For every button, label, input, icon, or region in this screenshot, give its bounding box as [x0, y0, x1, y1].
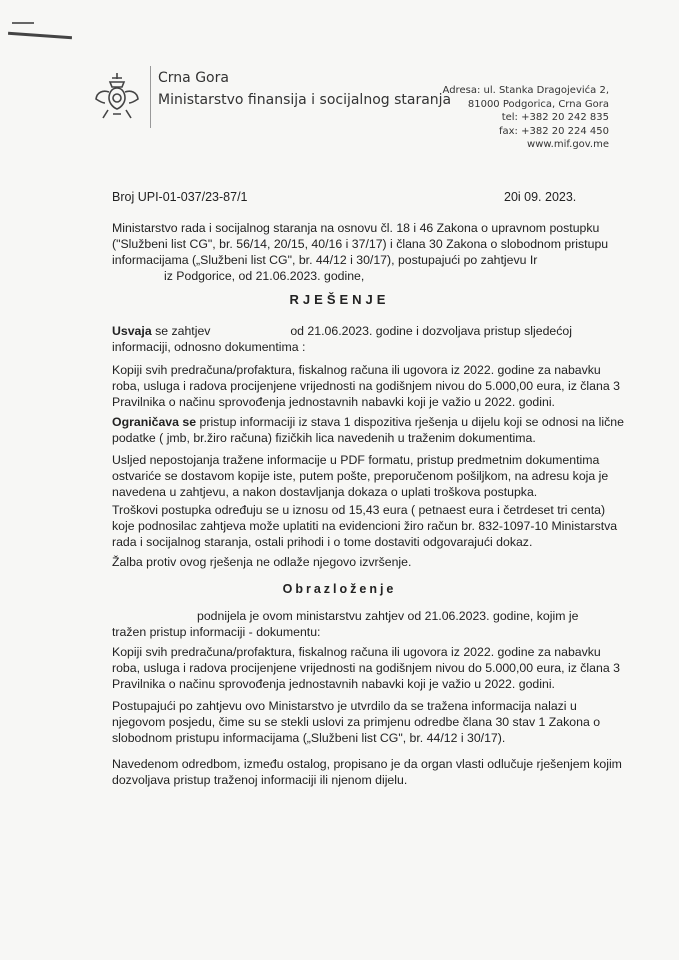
text-line: Navedenom odredbom, između ostalog, propisano je da organ vlasti odlučuje rješenjem kojim	[112, 757, 622, 771]
text-line: podatke ( jmb, br.žiro računa) fizičkih lica navedenih u traženim dokumentima.	[112, 431, 536, 445]
troskovi-paragraph	[112, 502, 618, 550]
text-line: informacijama („Službeni list CG", br. 44/12 i 30/17), postupajući po zahtjevu Ir	[112, 253, 538, 267]
document-date: 20i 09. 2023.	[504, 190, 577, 204]
decision-title: RJEŠENJE	[289, 292, 390, 307]
usvaja-paragraph	[112, 323, 572, 355]
address-street: Adresa: ul. Stanka Dragojevića 2,	[442, 85, 609, 96]
navedenom-paragraph	[112, 756, 622, 788]
bold-term: Usvaja	[112, 324, 152, 338]
letterhead-ministry: Ministarstvo finansija i socijalnog staranja	[158, 92, 452, 108]
text-line: roba, usluga i radova procijenjene vrijednosti na godišnjem nivou do 5.000,00 eura, iz člana 3	[112, 661, 620, 675]
kopiji-paragraph	[112, 362, 620, 410]
text-line: roba, usluga i radova procijenjene vrijednosti na godišnjem nivou do 5.000,00 eura, iz člana 3	[112, 379, 620, 393]
text: se zahtjev	[151, 324, 211, 338]
text-line: navedena u zahtjevu, a nakon dostavljanja dokaza o uplati troškova postupka.	[112, 485, 538, 499]
letterhead-country: Crna Gora	[158, 70, 229, 86]
text: pristup informaciji iz stava 1 dispozitiva rješenja u dijelu koji se odnosi na lične	[196, 415, 624, 429]
text-line: rada i socijalnog staranja, ostali prihodi i o tome dostaviti odgovarajući dokaz.	[112, 535, 533, 549]
text-line: Ministarstvo rada i socijalnog staranja na osnovu čl. 18 i 46 Zakona o upravnom postupku	[112, 221, 600, 235]
letterhead-divider	[150, 66, 151, 128]
text-line: slobodnom pristupu informacijama („Službeni list CG", br. 44/12 i 30/17).	[112, 731, 506, 745]
text-line: Postupajući po zahtjevu ovo Ministarstvo je utvrdilo da se tražena informacija nalazi u	[112, 699, 577, 713]
text: od 21.06.2023. godine i dozvoljava pristup sljedećoj	[290, 324, 572, 338]
text-line: Usljed nepostojanja tražene informacije u PDF formatu, pristup predmetnim dokumentima	[112, 453, 600, 467]
ogranicava-paragraph	[112, 414, 624, 446]
text-line: ostvariće se dostavom kopije iste, putem pošte, preporučenom pošiljkom, na adresu koja je	[112, 469, 609, 483]
text-line: iz Podgorice, od 21.06.2023. godine,	[164, 269, 365, 283]
reference-number: Broj UPI-01-037/23-87/1	[112, 190, 248, 204]
text-line: Pravilnika o načinu sprovođenja jednostavnih nabavki koji je važio u 2022. godini.	[112, 677, 555, 691]
text-line: informaciji, odnosno dokumentima :	[112, 340, 306, 354]
intro-paragraph	[112, 220, 609, 284]
text-line: Kopiji svih predračuna/profaktura, fiskalnog računa ili ugovora iz 2022. godine za nabavku	[112, 363, 601, 377]
coat-of-arms-icon	[94, 70, 140, 122]
text-line: ("Službeni list CG", br. 56/14, 20/15, 40/16 i 37/17) i člana 30 Zakona o slobodnom pristupu	[112, 237, 609, 251]
text-line: Kopiji svih predračuna/profaktura, fiskalnog računa ili ugovora iz 2022. godine za nabavku	[112, 645, 601, 659]
text-line: Žalba protiv ovog rješenja ne odlaže njegovo izvršenje.	[112, 555, 412, 569]
text-line: tražen pristup informaciji - dokumentu:	[112, 625, 321, 639]
podnijela-paragraph	[112, 608, 579, 640]
scan-mark	[12, 22, 34, 24]
bold-term: Ograničava se	[112, 415, 197, 429]
text-line: Pravilnika o načinu sprovođenja jednostavnih nabavki koji je važio u 2022. godini.	[112, 395, 555, 409]
address-tel: tel: +382 20 242 835	[501, 112, 609, 123]
text-line: njegovom posjedu, čime su se stekli uslovi za primjenu odredbe člana 30 stav 1 Zakona o	[112, 715, 601, 729]
text-line: koje podnosilac zahtjeva može uplatiti na evidencioni žiro račun br. 832-1097-10 Ministarstva	[112, 519, 618, 533]
text-line: dozvoljava pristup traženoj informaciji ili njenom dijelu.	[112, 773, 408, 787]
postupajuci-paragraph	[112, 698, 601, 746]
address-fax: fax: +382 20 224 450	[498, 125, 609, 137]
address-city: 81000 Podgorica, Crna Gora	[467, 98, 609, 110]
usljed-paragraph	[112, 452, 609, 500]
text-line: podnijela je ovom ministarstvu zahtjev od 21.06.2023. godine, kojim je	[197, 609, 579, 623]
text-line: Troškovi postupka određuju se u iznosu od 15,43 eura ( petnaest eura i četrdeset tri centa)	[112, 503, 606, 517]
address-web: www.mif.gov.me	[527, 139, 609, 150]
kopiji-reason-paragraph	[112, 644, 620, 692]
scan-mark	[8, 32, 72, 39]
letterhead-address	[443, 84, 609, 152]
reasoning-title: Obrazloženje	[282, 582, 397, 596]
zalba-paragraph	[112, 554, 572, 570]
